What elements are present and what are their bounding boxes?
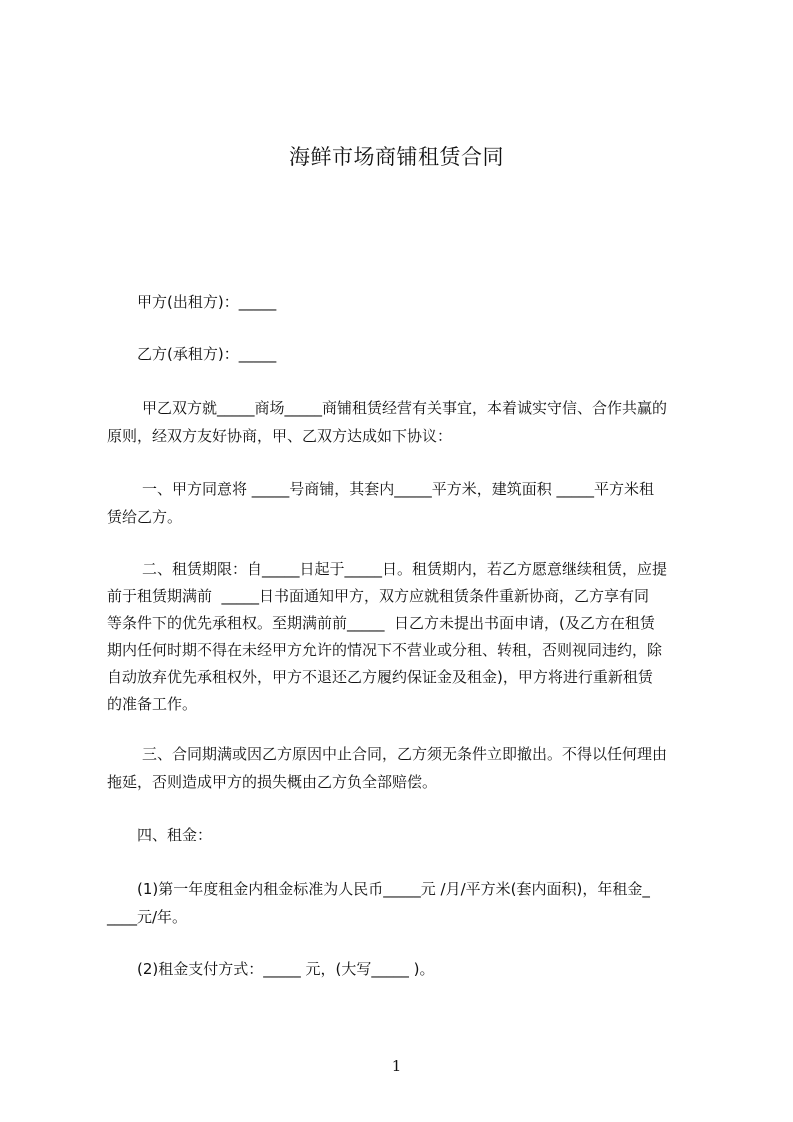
clause-2-line-4: 期内任何时期不得在未经甲方允许的情况下不营业或分租、转租，否则视同违约，除	[107, 641, 663, 659]
rent-item-2-line: (2)租金支付方式：_____ 元，(大写_____ )。	[137, 960, 435, 978]
clause-2-line-6: 的准备工作。	[107, 695, 198, 713]
clause-4-heading: 四、租金：	[137, 826, 213, 844]
preamble-line-1: 甲乙双方就_____商场_____商铺租赁经营有关事宜，本着诚实守信、合作共赢的	[142, 399, 668, 417]
clause-2-line-1: 二、租赁期限：自_____日起于_____日。租赁期内，若乙方愿意继续租赁，应提	[142, 560, 668, 578]
clause-1-line-2: 赁给乙方。	[107, 508, 183, 526]
clause-3-line-2: 拖延，否则造成甲方的损失概由乙方负全部赔偿。	[107, 773, 438, 791]
party-a-line: 甲方(出租方)：_____	[137, 293, 277, 311]
rent-item-1-line-1: (1)第一年度租金内租金标准为人民币_____元 /月/平方米(套内面积)，年租金_	[137, 880, 650, 898]
clause-2-line-5: 自动放弃优先承租权外，甲方不退还乙方履约保证金及租金)，甲方将进行重新租赁	[107, 668, 653, 686]
page-number: 1	[391, 1057, 402, 1075]
document-title: 海鲜市场商铺租赁合同	[289, 145, 504, 169]
clause-2-line-3: 等条件下的优先承租权。至期满前前_____ 日乙方未提出书面申请，(及乙方在租赁	[107, 614, 655, 632]
clause-3-line-1: 三、合同期满或因乙方原因中止合同，乙方须无条件立即撤出。不得以任何理由	[142, 745, 668, 763]
party-b-line: 乙方(承租方)：_____	[137, 345, 277, 363]
clause-2-line-2: 前于租赁期满前 _____日书面通知甲方，双方应就租赁条件重新协商，乙方享有同	[107, 587, 650, 605]
preamble-line-2: 原则，经双方友好协商，甲、乙双方达成如下协议：	[107, 427, 453, 445]
clause-1-line-1: 一、甲方同意将 _____号商铺，其套内_____平方米，建筑面积 _____平方米租	[142, 480, 655, 498]
rent-item-1-line-2: ____元/年。	[107, 908, 188, 926]
